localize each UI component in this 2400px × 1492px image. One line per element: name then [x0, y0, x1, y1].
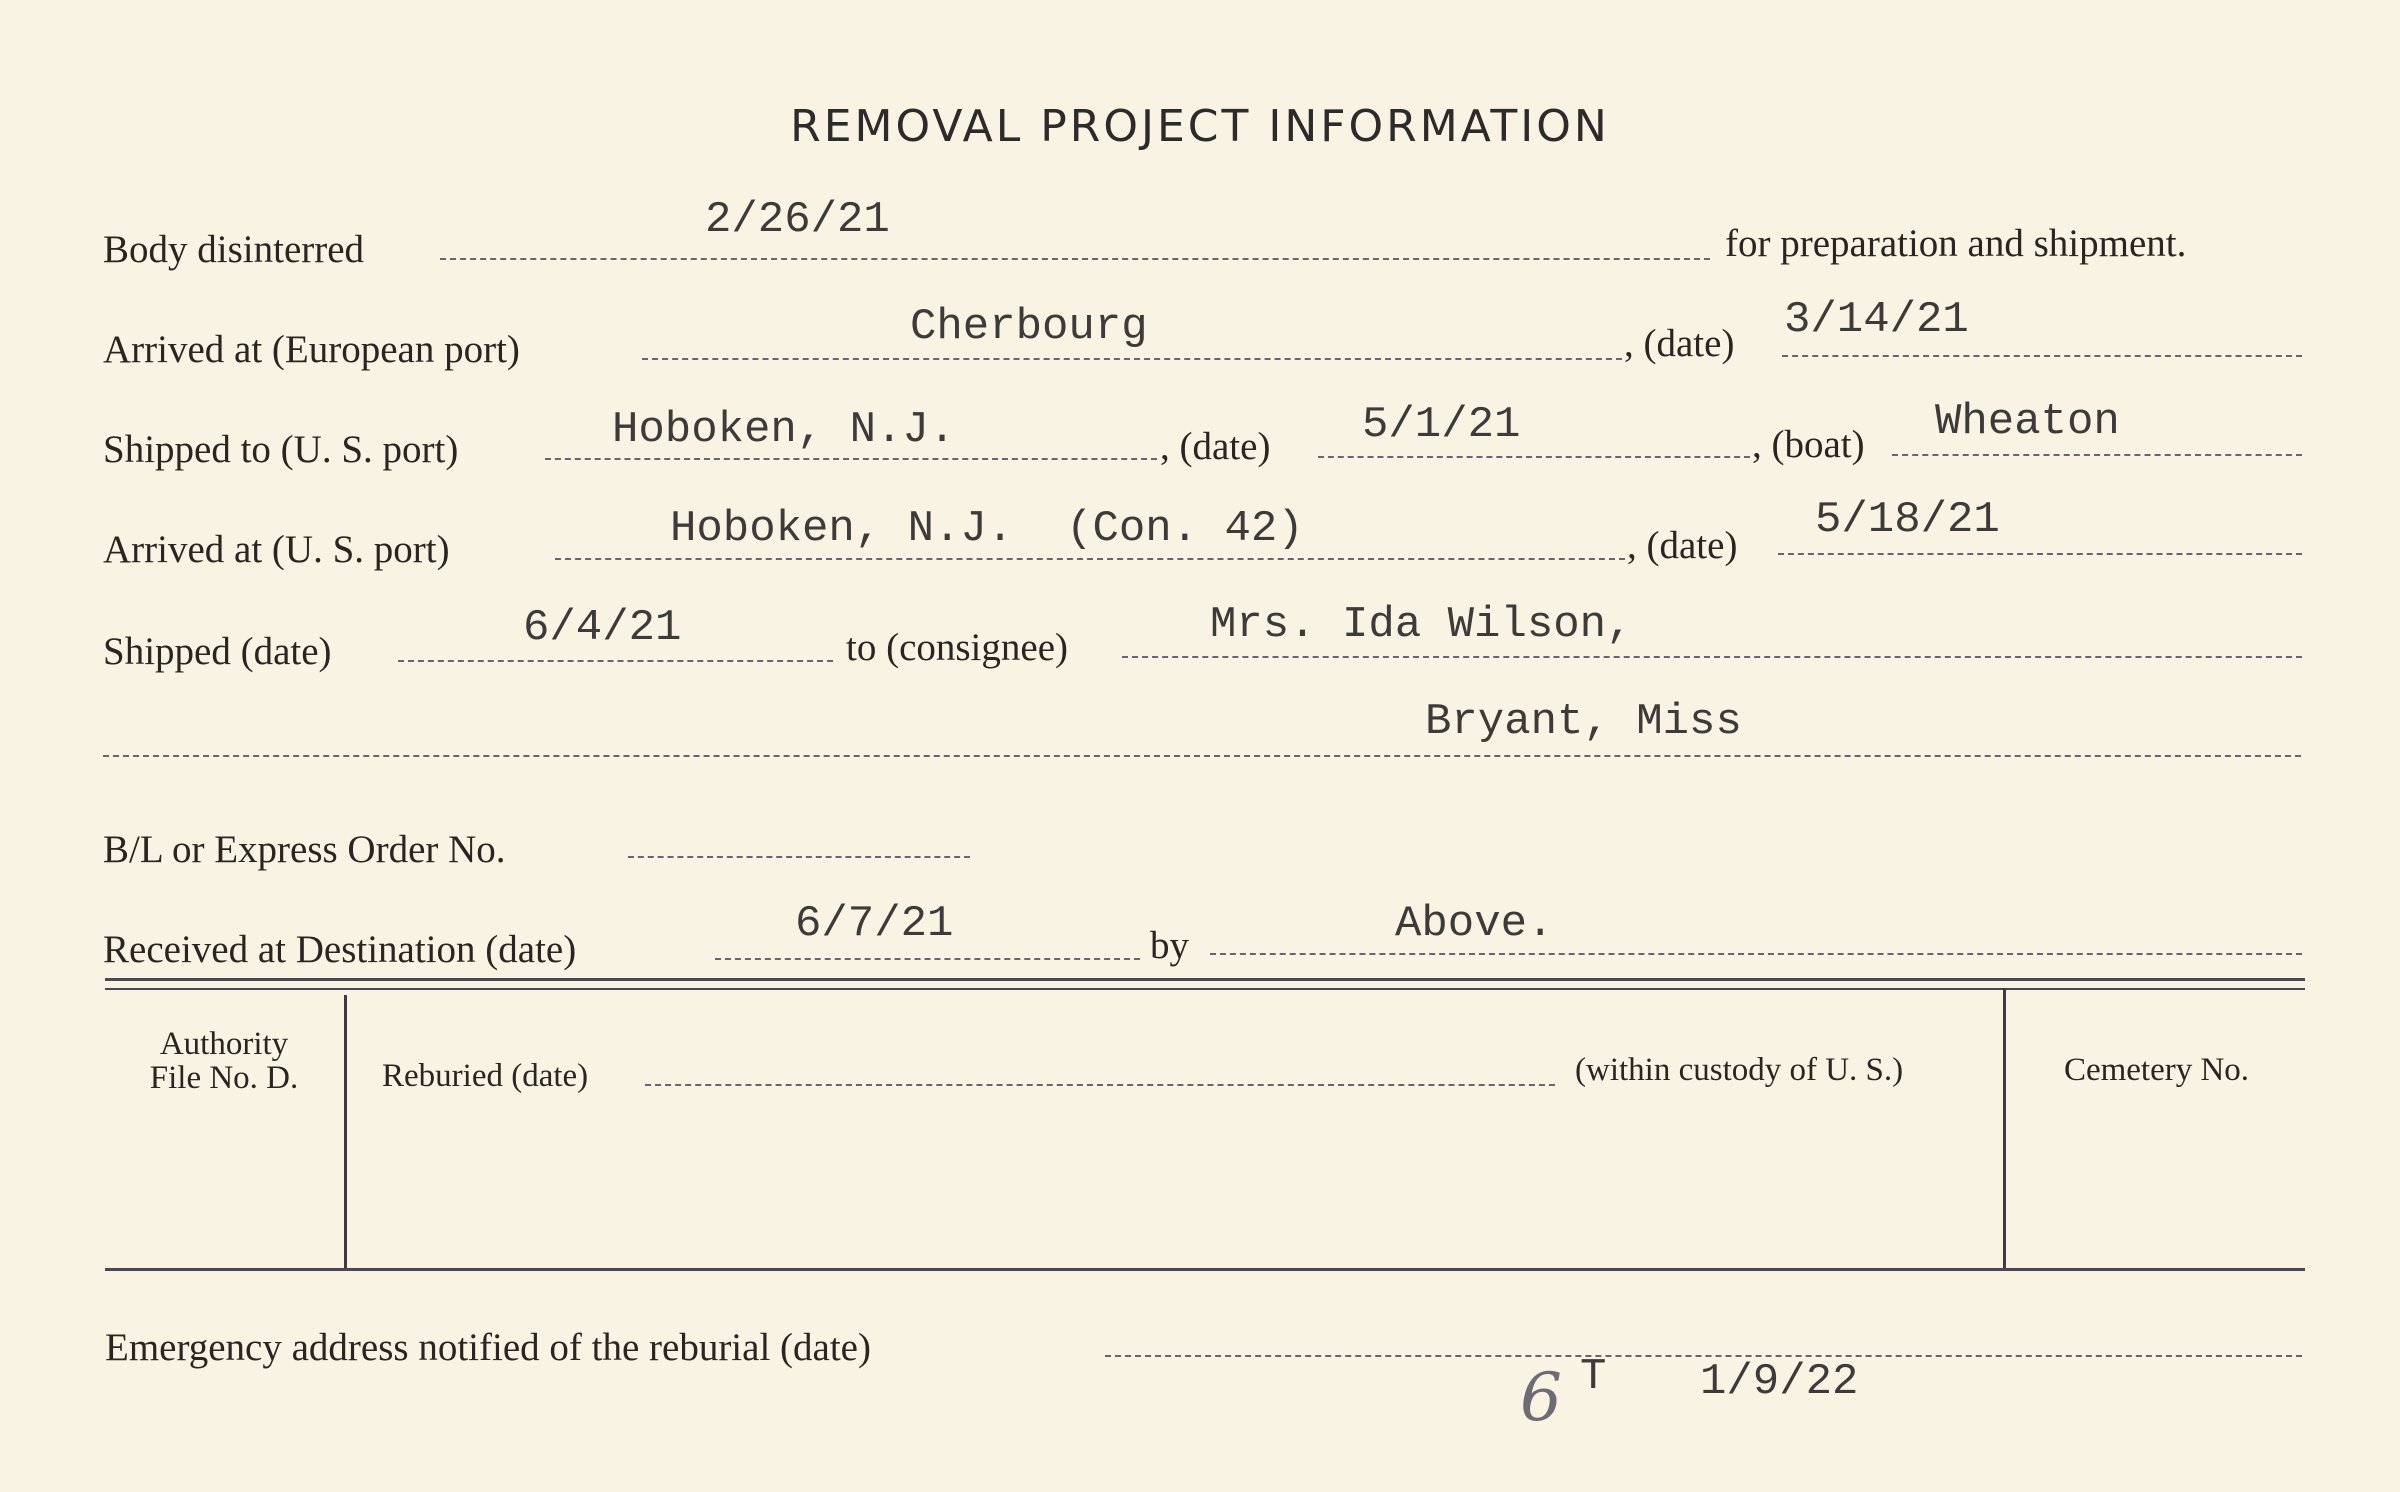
body-disinterred-line	[440, 258, 1710, 260]
consignee-address: Bryant, Miss	[1425, 697, 1742, 747]
reburied-line	[645, 1084, 1555, 1086]
authority-label: Authority	[159, 1026, 289, 1062]
consignee-continuation-line	[103, 755, 2301, 757]
boat-name: Wheaton	[1935, 397, 2120, 447]
consignee-name: Mrs. Ida Wilson,	[1210, 600, 1633, 650]
body-disinterred-label: Body disinterred	[103, 228, 365, 271]
arrived-us-date: 5/18/21	[1815, 495, 2000, 545]
emergency-date: 1/9/22	[1700, 1357, 1859, 1407]
table-bottom-rule	[105, 1268, 2305, 1271]
preparation-shipment-label: for preparation and shipment.	[1725, 222, 2187, 265]
emergency-handwritten-mark: 6	[1520, 1359, 1562, 1436]
emergency-typed-mark: T	[1580, 1352, 1607, 1402]
boat-label: , (boat)	[1752, 423, 1865, 466]
received-date: 6/7/21	[795, 899, 954, 949]
shipped-us-line	[545, 458, 1157, 460]
emergency-label: Emergency address notified of the reburial (date)	[105, 1326, 871, 1369]
table-top-rule-1	[105, 978, 2305, 981]
arrived-eu-line	[642, 358, 1622, 360]
bl-order-label: B/L or Express Order No.	[103, 828, 506, 871]
card-title: REMOVAL PROJECT INFORMATION	[790, 101, 1610, 152]
arrived-eu-port: Cherbourg	[910, 302, 1148, 352]
arrived-us-date-line	[1778, 553, 2302, 555]
received-by-label: by	[1150, 924, 1189, 967]
boat-line	[1892, 454, 2302, 456]
shipped-date: 6/4/21	[523, 603, 682, 653]
table-divider-left	[344, 995, 347, 1268]
body-disinterred-date: 2/26/21	[705, 195, 890, 245]
shipped-us-date-line	[1318, 456, 1750, 458]
received-by-line	[1210, 953, 2302, 955]
arrived-us-date-label: , (date)	[1627, 524, 1738, 567]
received-date-line	[715, 958, 1140, 960]
table-top-rule-2	[105, 988, 2305, 990]
shipped-date-label: Shipped (date)	[103, 630, 332, 673]
file-no-label: File No. D.	[149, 1060, 299, 1096]
custody-label: (within custody of U. S.)	[1575, 1052, 1904, 1088]
consignee-line	[1122, 656, 2302, 658]
arrived-eu-label: Arrived at (European port)	[103, 328, 520, 371]
shipped-date-line	[398, 660, 833, 662]
shipped-us-port: Hoboken, N.J.	[612, 405, 956, 455]
arrived-eu-date-label: , (date)	[1624, 322, 1735, 365]
received-label: Received at Destination (date)	[103, 928, 577, 971]
arrived-us-port: Hoboken, N.J. (Con. 42)	[670, 504, 1304, 554]
shipped-us-date: 5/1/21	[1362, 400, 1521, 450]
arrived-us-label: Arrived at (U. S. port)	[103, 528, 450, 571]
arrived-us-line	[555, 558, 1625, 560]
arrived-eu-date: 3/14/21	[1784, 295, 1969, 345]
consignee-label: to (consignee)	[846, 626, 1069, 669]
bl-order-line	[628, 856, 970, 858]
shipped-us-label: Shipped to (U. S. port)	[103, 428, 459, 471]
arrived-eu-date-line	[1782, 355, 2302, 357]
reburied-label: Reburied (date)	[382, 1058, 589, 1094]
table-divider-right	[2003, 988, 2006, 1268]
received-by: Above.	[1395, 899, 1554, 949]
cemetery-no-label: Cemetery No.	[2063, 1052, 2250, 1088]
shipped-us-date-label: , (date)	[1160, 425, 1271, 468]
